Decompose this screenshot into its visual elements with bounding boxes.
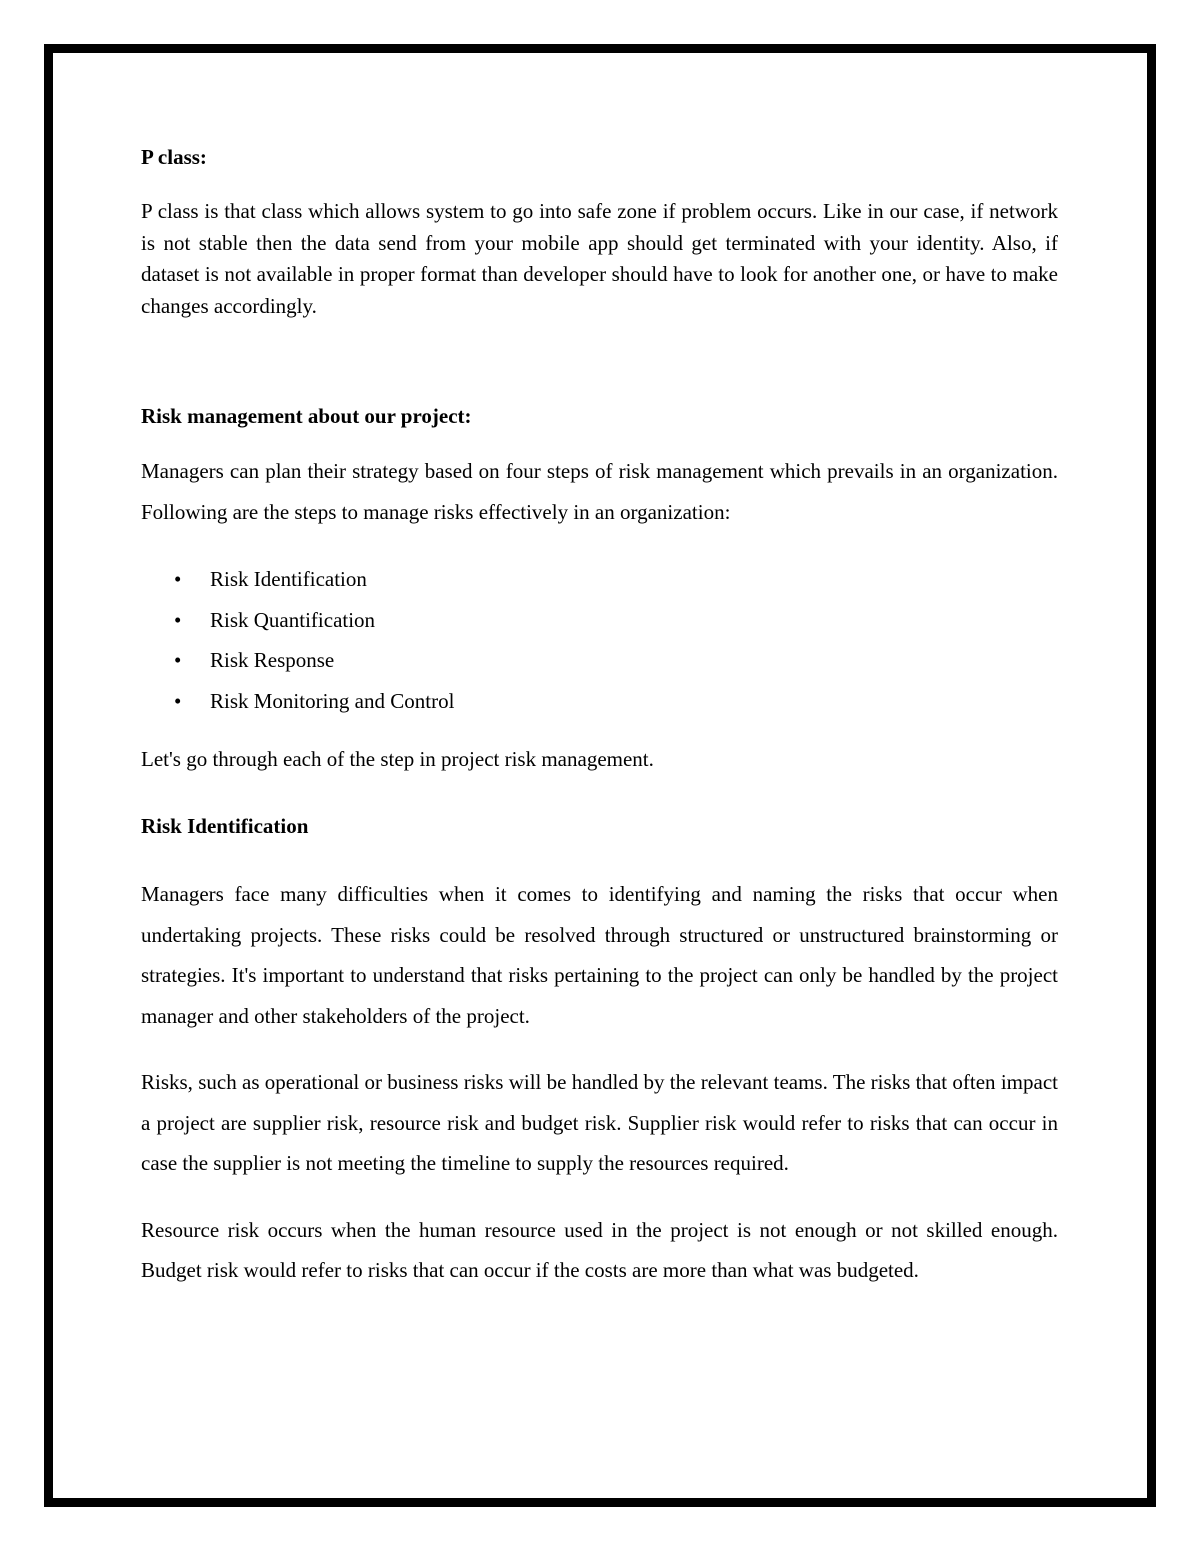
bullet-icon: • (174, 567, 182, 591)
bullet-icon: • (174, 648, 182, 672)
list-item-label: Risk Monitoring and Control (210, 688, 455, 713)
list-item (141, 640, 1058, 681)
document-body (141, 142, 1058, 1291)
risk-management-heading: Risk management about our project: (141, 404, 472, 428)
risk-identification-heading: Risk Identification (141, 814, 309, 838)
list-item-label: Risk Identification (210, 567, 367, 591)
risk-management-paragraph: Managers can plan their strategy based on four steps of risk management which prevails in an organization. Following are the steps to manage risks effectively in an organization: (141, 459, 1058, 524)
risk-identification-paragraph-1: Managers face many difficulties when it comes to identifying and naming the risks that occur when undertaking projects. These risks could be resolved through structured or unstructured brainstorming or strategies. It's important to understand that risks pertaining to the project can only be handled by the project manager and other stakeholders of the project. (141, 882, 1058, 1028)
bullet-icon: • (174, 688, 182, 713)
bullet-icon: • (174, 607, 182, 632)
risk-steps-list (141, 559, 1058, 721)
list-item (141, 559, 1058, 600)
p-class-heading: P class: (141, 145, 207, 169)
list-item (141, 681, 1058, 722)
risk-identification-paragraph-2: Risks, such as operational or business risks will be handled by the relevant teams. The risks that often impact a project are supplier risk, resource risk and budget risk. Supplier risk would refer to risks that can occur in case the supplier is not meeting the timeline to supply the resources required. (141, 1070, 1058, 1175)
p-class-paragraph: P class is that class which allows system to go into safe zone if problem occurs. Like in our case, if network is not stable then the data send from your mobile app should get terminated with your identity. Also, if dataset is not available in proper format than developer should have to look for another one, or have to make changes accordingly. (141, 199, 1058, 318)
list-item-label: Risk Quantification (210, 607, 376, 632)
list-item-label: Risk Response (210, 648, 335, 672)
risk-management-closing: Let's go through each of the step in project risk management. (141, 747, 654, 771)
risk-identification-paragraph-3: Resource risk occurs when the human resource used in the project is not enough or not skilled enough. Budget risk would refer to risks that can occur if the costs are more than what was budgeted. (141, 1217, 1058, 1282)
list-item (141, 600, 1058, 641)
